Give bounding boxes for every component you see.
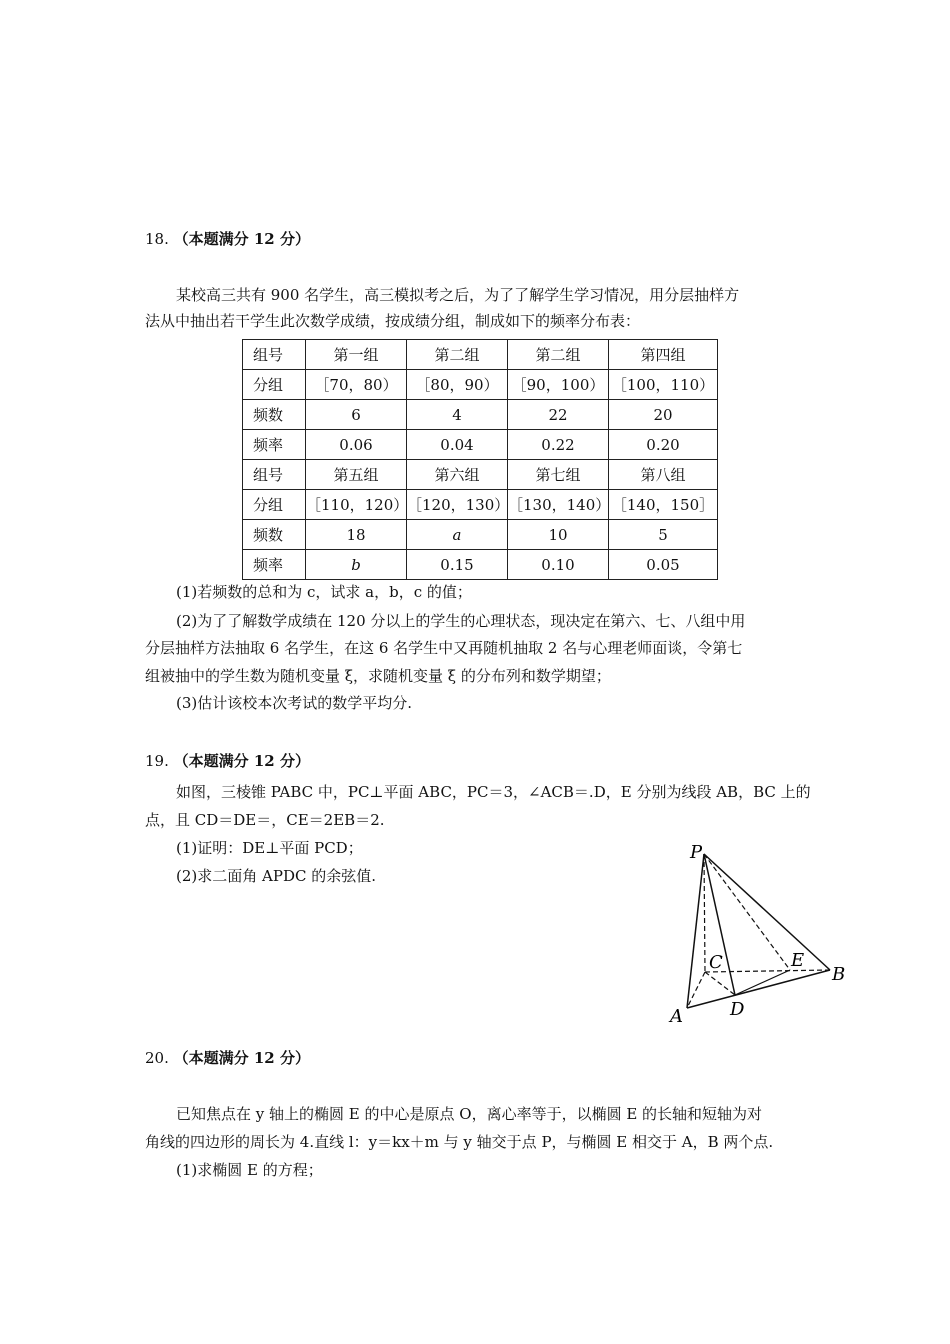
table-cell: 第六组 (407, 460, 508, 490)
edge-PA (687, 854, 704, 1008)
row-header-cell: 分组 (243, 490, 306, 520)
table-row (243, 490, 718, 520)
q18-header: （本题满分 12 分） (173, 230, 310, 248)
table-cell: 5 (609, 520, 718, 550)
q18-part2-line1: (2)为了了解数学成绩在 120 分以上的学生的心理状态，现决定在第六、七、八组中用 (176, 612, 746, 630)
q20-line2: 角线的四边形的周长为 4.直线 l：y＝kx＋m 与 y 轴交于点 P，与椭圆 E 相交于 A，B 两个点. (145, 1133, 774, 1151)
q18-number: 18. (145, 230, 169, 248)
q19-heading (145, 751, 310, 771)
table-row (243, 460, 718, 490)
q18-part3: (3)估计该校本次考试的数学平均分. (176, 694, 413, 712)
row-header-cell: 组号 (243, 340, 306, 370)
table-cell: 22 (508, 400, 609, 430)
table-cell: ［120，130） (407, 490, 508, 520)
table-row (243, 340, 718, 370)
edge-PC (704, 854, 705, 972)
q19-header: （本题满分 12 分） (173, 752, 310, 770)
q19-part2: (2)求二面角 APDC 的余弦值. (176, 867, 376, 885)
q20-header: （本题满分 12 分） (173, 1049, 310, 1067)
table-cell: 0.05 (609, 550, 718, 580)
table-cell: 第五组 (306, 460, 407, 490)
table-cell: 第一组 (306, 340, 407, 370)
tetrahedron-figure (660, 840, 860, 1030)
table-row (243, 430, 718, 460)
q18-part2-line3: 组被抽中的学生数为随机变量 ξ，求随机变量 ξ 的分布列和数学期望； (145, 667, 611, 685)
frequency-table (242, 339, 718, 580)
q20-number: 20. (145, 1049, 169, 1067)
table-cell: ［80，90） (407, 370, 508, 400)
table-cell: ［130，140） (508, 490, 609, 520)
row-header-cell: 组号 (243, 460, 306, 490)
row-header-cell: 频数 (243, 520, 306, 550)
table-row (243, 550, 718, 580)
q20-part1: (1)求椭圆 E 的方程； (176, 1161, 323, 1179)
q19-number: 19. (145, 752, 169, 770)
row-header-cell: 分组 (243, 370, 306, 400)
q18-part1: (1)若频数的总和为 c，试求 a，b，c 的值； (176, 583, 472, 601)
q18-intro-line1: 某校高三共有 900 名学生，高三模拟考之后，为了了解学生学习情况，用分层抽样方 (176, 286, 740, 304)
row-header-cell: 频率 (243, 550, 306, 580)
table-cell: 18 (306, 520, 407, 550)
table-cell: b (306, 550, 407, 580)
label-E: E (791, 950, 805, 971)
label-D: D (730, 999, 745, 1020)
label-B: B (832, 964, 846, 985)
edge-PB (704, 854, 830, 970)
edge-CB (705, 970, 830, 972)
row-header-cell: 频率 (243, 430, 306, 460)
table-cell: ［70，80） (306, 370, 407, 400)
table-cell: 20 (609, 400, 718, 430)
table-cell: 0.10 (508, 550, 609, 580)
table-cell: 第二组 (508, 340, 609, 370)
table-cell: ［100，110） (609, 370, 718, 400)
table-cell: 0.20 (609, 430, 718, 460)
q20-line1: 已知焦点在 y 轴上的椭圆 E 的中心是原点 O，离心率等于，以椭圆 E 的长轴和短轴为对 (176, 1105, 763, 1123)
label-P: P (690, 842, 703, 863)
q18-heading (145, 229, 310, 249)
table-cell: 0.22 (508, 430, 609, 460)
label-C: C (709, 952, 723, 973)
q19-line1: 如图，三棱锥 PABC 中，PC⊥平面 ABC，PC＝3，∠ACB＝.D，E 分别为线段 AB，BC 上的 (176, 783, 811, 801)
table-cell: a (407, 520, 508, 550)
q20-heading (145, 1048, 310, 1068)
table-cell: 4 (407, 400, 508, 430)
table-row (243, 370, 718, 400)
q18-part2-line2: 分层抽样方法抽取 6 名学生，在这 6 名学生中又再随机抽取 2 名与心理老师面谈，令第七 (145, 639, 743, 657)
table-cell: 第二组 (407, 340, 508, 370)
table-cell: 0.06 (306, 430, 407, 460)
table-row (243, 400, 718, 430)
edge-AB (687, 970, 830, 1008)
q18-intro-line2: 法从中抽出若干学生此次数学成绩，按成绩分组，制成如下的频率分布表： (145, 312, 641, 330)
table-cell: 第四组 (609, 340, 718, 370)
table-cell: 0.04 (407, 430, 508, 460)
row-header-cell: 频数 (243, 400, 306, 430)
table-cell: 第七组 (508, 460, 609, 490)
table-cell: ［90，100） (508, 370, 609, 400)
label-A: A (670, 1006, 683, 1027)
table-cell: ［140，150］ (609, 490, 718, 520)
table-cell: 0.15 (407, 550, 508, 580)
table-cell: 10 (508, 520, 609, 550)
table-row (243, 520, 718, 550)
table-cell: ［110，120） (306, 490, 407, 520)
table-cell: 第八组 (609, 460, 718, 490)
q19-part1: (1)证明：DE⊥平面 PCD； (176, 839, 363, 857)
q19-line2: 点，且 CD＝DE＝，CE＝2EB＝2. (145, 811, 385, 829)
table-cell: 6 (306, 400, 407, 430)
